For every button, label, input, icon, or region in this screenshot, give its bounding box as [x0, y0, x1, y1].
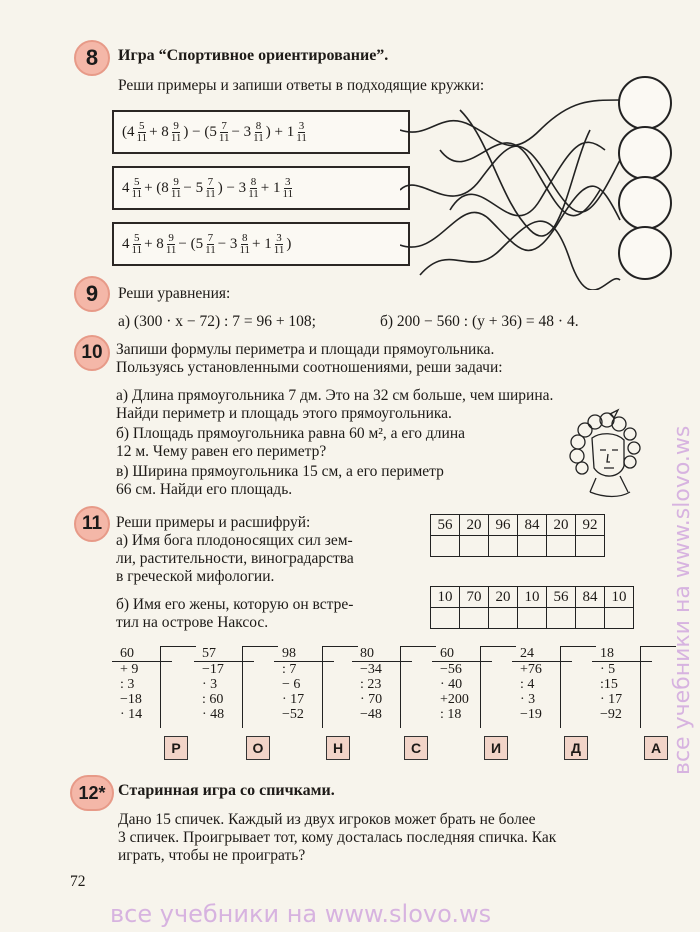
expr-text: (4	[122, 123, 135, 140]
chain-column-4	[352, 646, 422, 756]
expr-text: 4	[122, 179, 130, 196]
chain-letter: Н	[326, 736, 350, 760]
chain-letter: Д	[564, 736, 588, 760]
expr-text: − 3	[217, 235, 238, 252]
answer-cell	[576, 608, 605, 629]
chain-column-5	[432, 646, 502, 756]
chain-op: + 9	[120, 662, 139, 677]
task-11-a-line-2: ли, растительности, виноградарства	[116, 550, 354, 567]
chain-start: 98	[274, 646, 334, 662]
fraction: $\frac{7}{11}$	[205, 231, 216, 256]
code-cell: 56	[431, 515, 460, 536]
expr-text: + 8	[144, 235, 164, 252]
task-10-number: 10	[74, 335, 110, 371]
task-10-a-line-2: Найди периметр и площадь этого прямоугольника.	[116, 405, 452, 422]
expr-text: − 3	[231, 123, 252, 140]
task-9-title: Реши уравнения:	[118, 285, 231, 302]
expression-box-2	[112, 166, 410, 210]
answer-circle-4	[618, 226, 672, 280]
chain-letter: С	[404, 736, 428, 760]
task-11-b-line-1: б) Имя его жены, которую он встре-	[116, 596, 354, 613]
task-12-line-3: играть, чтобы не проиграть?	[118, 847, 306, 864]
chain-letter: О	[246, 736, 270, 760]
code-table-a	[430, 514, 605, 557]
answer-circle-2	[618, 126, 672, 180]
expr-text: + 1	[260, 179, 281, 196]
chain-op: · 3	[202, 677, 218, 692]
task-11-title: Реши примеры и расшифруй:	[116, 514, 311, 531]
expr-text: + (8	[144, 179, 169, 196]
code-cell: 10	[605, 587, 634, 608]
fraction: $\frac{8}{11}$	[239, 231, 251, 256]
answer-cell	[547, 608, 576, 629]
chain-op: : 3	[120, 677, 135, 692]
chain-op: : 23	[360, 677, 382, 692]
chain-op: · 14	[120, 707, 143, 722]
chain-column-1	[112, 646, 181, 756]
chain-op: · 48	[202, 707, 225, 722]
answer-cell	[460, 608, 489, 629]
answer-cell	[547, 536, 576, 557]
chain-start: 24	[512, 646, 572, 662]
chain-op: − 6	[282, 677, 301, 692]
chain-start: 57	[194, 646, 254, 662]
fraction: $\frac{5}{11}$	[131, 231, 143, 256]
expr-text: ) − 3	[217, 179, 247, 196]
chain-op: · 40	[440, 677, 463, 692]
expression-box-3	[112, 222, 410, 266]
code-cell: 20	[489, 587, 518, 608]
task-8-instruction: Реши примеры и запиши ответы в подходящие кружки:	[118, 77, 485, 94]
answer-circle-1	[618, 76, 672, 130]
code-cell: 84	[518, 515, 547, 536]
chain-op: : 4	[520, 677, 535, 692]
code-table-b	[430, 586, 634, 629]
chain-op: −19	[520, 707, 542, 722]
chain-op: +76	[520, 662, 542, 677]
fraction: $\frac{3}{11}$	[282, 175, 294, 200]
fraction: $\frac{7}{11}$	[205, 175, 216, 200]
expr-text: + 1	[252, 235, 272, 252]
task-8-title: Игра “Спортивное ориентирование”.	[118, 47, 389, 64]
watermark-side: все учебники на www.slovo.ws	[670, 425, 695, 775]
task-11-a-line-1: а) Имя бога плодоносящих сил зем-	[116, 532, 353, 549]
equation-a: а) (300 · x − 72) : 7 = 96 + 108;	[118, 313, 316, 330]
code-cell: 70	[460, 587, 489, 608]
dionysus-illustration	[560, 408, 660, 500]
answer-cell	[605, 608, 634, 629]
chain-op: −92	[600, 707, 622, 722]
task-10-b-line-2: 12 м. Чему равен его периметр?	[116, 443, 327, 460]
chain-start: 60	[432, 646, 492, 662]
maze-lines	[400, 70, 630, 290]
expr-text: ) − (5	[183, 123, 217, 140]
code-cell: 20	[460, 515, 489, 536]
task-10-a-line-1: а) Длина прямоугольника 7 дм. Это на 32 см больше, чем ширина.	[116, 387, 554, 404]
fraction: $\frac{7}{11}$	[218, 119, 230, 144]
chain-start: 18	[592, 646, 652, 662]
answer-cell	[518, 608, 547, 629]
chain-op: : 18	[440, 707, 462, 722]
code-cell: 10	[518, 587, 547, 608]
chain-op: −52	[282, 707, 304, 722]
chain-op: −56	[440, 662, 462, 677]
expr-text: )	[286, 235, 292, 252]
fraction: $\frac{3}{11}$	[296, 119, 307, 144]
chain-op: · 5	[600, 662, 616, 677]
answer-cell	[431, 608, 460, 629]
page-number: 72	[70, 873, 86, 890]
task-10-intro-line-2: Пользуясь установленными соотношениями, реши задачи:	[116, 359, 503, 376]
chain-start: 80	[352, 646, 412, 662]
chain-start: 60	[112, 646, 172, 662]
chain-op: · 3	[520, 692, 536, 707]
chain-letter: Р	[164, 736, 188, 760]
fraction: $\frac{9}{11}$	[165, 231, 177, 256]
chain-op: : 7	[282, 662, 297, 677]
answer-cell	[489, 608, 518, 629]
chain-op: : 60	[202, 692, 224, 707]
expr-text: − 5	[183, 179, 204, 196]
chain-op: −17	[202, 662, 224, 677]
answer-cell	[489, 536, 518, 557]
task-11-b-line-2: тил на острове Наксос.	[116, 614, 269, 631]
chain-column-7	[592, 646, 662, 756]
chain-letter: И	[484, 736, 508, 760]
answer-cell	[460, 536, 489, 557]
chain-column-2	[194, 646, 264, 756]
task-12-title: Старинная игра со спичками.	[118, 782, 335, 799]
chain-op: · 70	[360, 692, 383, 707]
chain-letter: А	[644, 736, 668, 760]
task-12-number: 12*	[70, 775, 114, 811]
answer-cell	[576, 536, 605, 557]
watermark-bottom: все учебники на www.slovo.ws	[110, 900, 492, 928]
task-8-number: 8	[74, 40, 110, 76]
fraction: $\frac{5}{11}$	[136, 119, 148, 144]
chain-op: · 17	[600, 692, 623, 707]
fraction: $\frac{8}{11}$	[253, 119, 264, 144]
fraction: $\frac{5}{11}$	[131, 175, 143, 200]
answer-cell	[518, 536, 547, 557]
answer-cell	[431, 536, 460, 557]
code-cell: 84	[576, 587, 605, 608]
task-10-b-line-1: б) Площадь прямоугольника равна 60 м², а его длина	[116, 425, 465, 442]
code-cell: 96	[489, 515, 518, 536]
task-9-number: 9	[74, 276, 110, 312]
fraction: $\frac{3}{11}$	[273, 231, 285, 256]
expr-text: ) + 1	[265, 123, 295, 140]
chain-op: · 17	[282, 692, 305, 707]
chain-column-3	[274, 646, 344, 756]
fraction: $\frac{9}{11}$	[170, 119, 182, 144]
fraction: $\frac{9}{11}$	[170, 175, 182, 200]
task-10-c-line-1: в) Ширина прямоугольника 15 см, а его периметр	[116, 463, 444, 480]
fraction: $\frac{8}{11}$	[248, 175, 259, 200]
task-11-a-line-3: в греческой мифологии.	[116, 568, 275, 585]
chain-op: −48	[360, 707, 382, 722]
code-cell: 92	[576, 515, 605, 536]
chain-op: −34	[360, 662, 382, 677]
task-10-intro-line-1: Запиши формулы периметра и площади прямоугольника.	[116, 341, 495, 358]
task-12-line-2: 3 спичек. Проигрывает тот, кому досталась последняя спичка. Как	[118, 829, 557, 846]
expr-text: + 8	[149, 123, 169, 140]
equation-b: б) 200 − 560 : (y + 36) = 48 · 4.	[380, 313, 579, 330]
expression-box-1	[112, 110, 410, 154]
answer-circle-3	[618, 176, 672, 230]
chain-op: :15	[600, 677, 618, 692]
expr-text: − (5	[178, 235, 204, 252]
chain-op: +200	[440, 692, 469, 707]
code-cell: 20	[547, 515, 576, 536]
chain-column-6	[512, 646, 581, 756]
task-10-c-line-2: 66 см. Найди его площадь.	[116, 481, 293, 498]
code-cell: 10	[431, 587, 460, 608]
expr-text: 4	[122, 235, 130, 252]
task-12-line-1: Дано 15 спичек. Каждый из двух игроков может брать не более	[118, 811, 536, 828]
code-cell: 56	[547, 587, 576, 608]
chain-op: −18	[120, 692, 142, 707]
task-11-number: 11	[74, 506, 110, 542]
